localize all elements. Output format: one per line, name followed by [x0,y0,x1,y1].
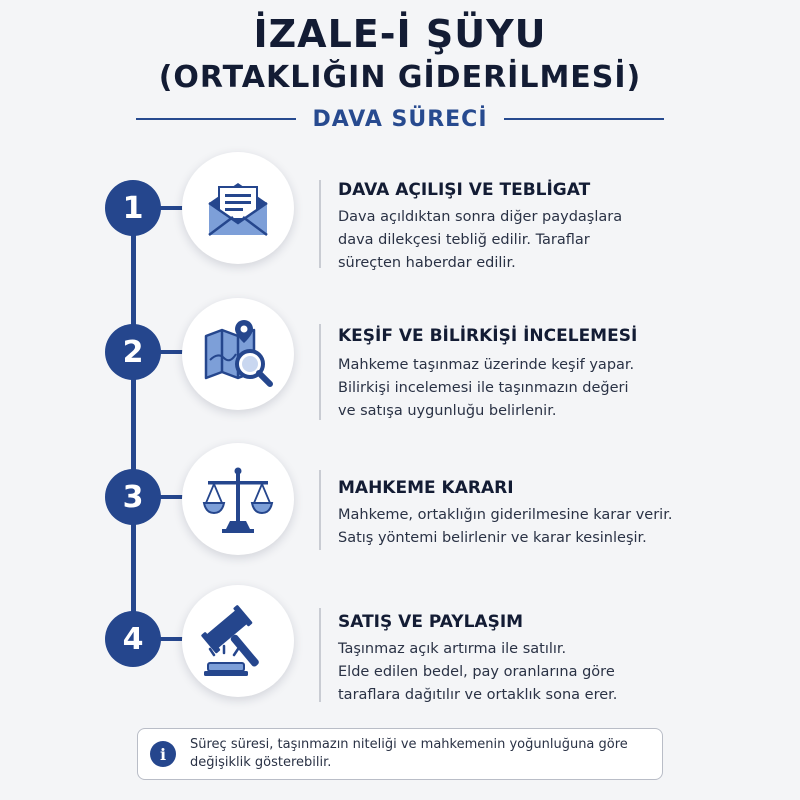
step-description: Taşınmaz açık artırma ile satılır. Elde edilen bedel, pay oranlarına göre taraflara dağıtılır ve ortaklık sona erer. [338,641,618,703]
step-divider [319,608,321,702]
map-magnifier-icon [200,316,276,392]
step-divider [319,324,321,420]
step-title: SATIŞ VE PAYLAŞIM [338,612,524,632]
step-icon-circle [182,443,294,555]
step-title: KEŞİF VE BİLİRKİŞİ İNCELEMESİ [338,326,638,346]
step-title: DAVA AÇILIŞI VE TEBLİGAT [338,180,591,200]
step-number-badge: 3 [105,469,161,525]
step-icon-circle [182,152,294,264]
step-description: Mahkeme, ortaklığın giderilmesine karar verir. Satış yöntemi belirlenir ve karar kesinleşir. [338,507,673,546]
subtitle-divider-right [504,118,664,120]
step-description: Mahkeme taşınmaz üzerinde keşif yapar. Bilirkişi incelemesi ile taşınmazın değeri ve satışa uygunluğu belirlenir. [338,357,635,419]
step-icon-circle [182,585,294,697]
step-title: MAHKEME KARARI [338,478,514,498]
step-description: Dava açıldıktan sonra diğer paydaşlara dava dilekçesi tebliğ edilir. Taraflar süreçten haberdar edilir. [338,209,623,271]
gavel-icon [200,603,276,679]
step-divider [319,180,321,268]
info-note [137,728,663,780]
scales-of-justice-icon [200,461,276,537]
info-icon: i [150,741,176,767]
info-note-text: Süreç süresi, taşınmazın niteliği ve mahkemenin yoğunluğuna göre değişiklik gösterebilir. [190,737,628,770]
step-divider [319,470,321,550]
step-number-badge: 4 [105,611,161,667]
envelope-letter-icon [203,173,273,243]
timeline-line [131,205,136,637]
subtitle-divider-left [136,118,296,120]
page-title: İZALE-İ ŞÜYU [253,12,547,56]
page-subtitle: DAVA SÜRECİ [312,106,488,132]
step-icon-circle [182,298,294,410]
step-number-badge: 1 [105,180,161,236]
subtitle-row [136,104,664,134]
step-number-badge: 2 [105,324,161,380]
page-title-line2: (ORTAKLIĞIN GİDERİLMESİ) [158,60,642,95]
